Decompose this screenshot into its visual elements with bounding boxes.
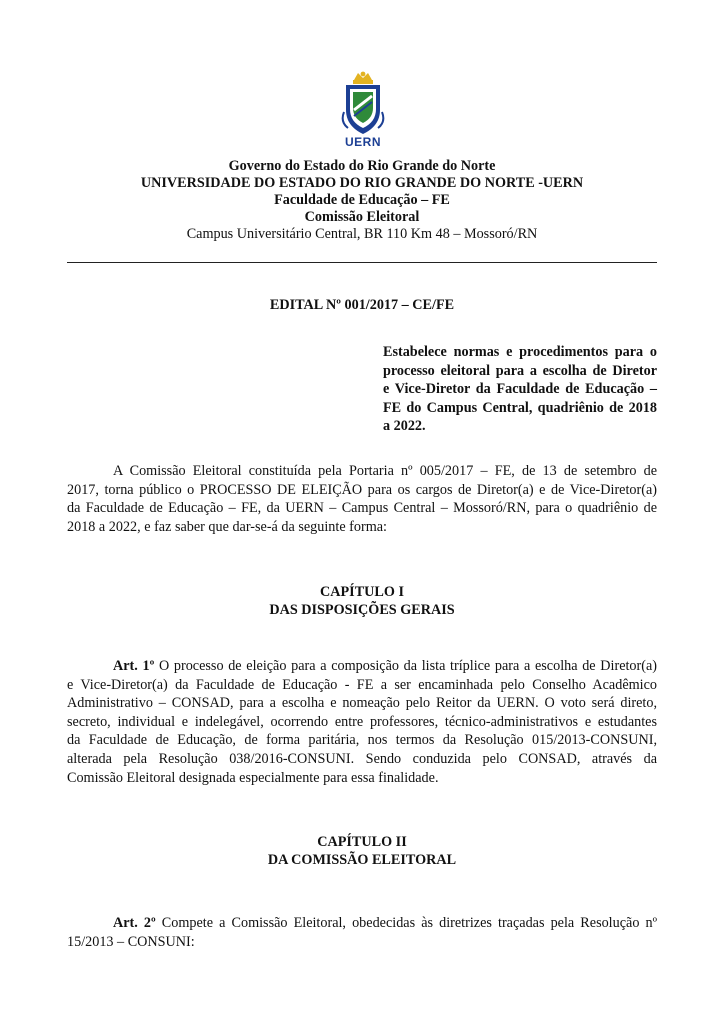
article-1 [67,657,657,787]
paragraph-line: 2018 a 2022, e faz saber que dar-se-á da seguinte forma: [67,518,387,535]
paragraph-line: 15/2013 – CONSUNI: [67,933,195,950]
paragraph-line: secreto, individual e indelegável, ocorrendo entre professores, técnico-administrativos e estudantes [67,713,657,730]
ementa-line: processo eleitoral para a escolha de Diretor [383,362,657,379]
header-government: Governo do Estado do Rio Grande do Norte [228,158,496,174]
paragraph-line [67,914,657,933]
paragraph-line: e Vice-Diretor(a) da Faculdade de Educação - FE a ser encaminhada pelo Conselho Acadêmico [67,676,657,693]
ementa-line: Estabelece normas e procedimentos para o [383,344,657,360]
ementa-line: e Vice-Diretor da Faculdade de Educação – [383,381,657,397]
header-commission: Comissão Eleitoral [304,209,420,225]
logo-text: UERN [344,135,381,149]
article-label: Art. 2º [113,915,156,931]
edital-title: EDITAL Nº 001/2017 – CE/FE [269,297,455,313]
article-text: O processo de eleição para a composição da lista tríplice para a escolha de Diretor(a) [154,658,657,674]
ementa-line: FE do Campus Central, quadriênio de 2018 [383,399,657,416]
ementa [383,343,657,436]
chapter-title: DAS DISPOSIÇÕES GERAIS [269,602,455,618]
document-header [60,158,664,243]
ementa-line: a 2022. [383,418,426,434]
paragraph-line: da Faculdade de Educação – FE, da UERN – Campus Central – Mossoró/RN, para o quadriênio de [67,500,657,517]
header-university: UNIVERSIDADE DO ESTADO DO RIO GRANDE DO NORTE -UERN [140,175,584,191]
header-divider [67,262,657,263]
article-text: Compete a Comissão Eleitoral, obedecidas às diretrizes traçadas pela Resolução nº [155,915,658,931]
intro-paragraph [67,462,657,536]
article-label: Art. 1º [113,658,155,674]
paragraph-line: Administrativo – CONSAD, para a escolha e nomeação pelo Reitor da UERN. O voto será direto, [67,695,657,712]
paragraph-line: A Comissão Eleitoral constituída pela Portaria nº 005/2017 – FE, de 13 de setembro de [113,463,657,479]
chapter-title: DA COMISSÃO ELEITORAL [267,852,457,868]
article-2 [67,914,657,951]
paragraph-line: 2017, torna público o PROCESSO DE ELEIÇÃO para os cargos de Diretor(a) e de Vice-Diretor(a) [67,481,657,498]
chapter-1-heading [60,583,664,619]
paragraph-line: Comissão Eleitoral designada especialmente para essa finalidade. [67,769,439,786]
header-faculty: Faculdade de Educação – FE [274,192,450,208]
header-address: Campus Universitário Central, BR 110 Km 48 – Mossoró/RN [186,226,538,242]
chapter-number: CAPÍTULO I [320,584,404,600]
paragraph-line [67,657,657,676]
paragraph-line: da Faculdade de Educação, de forma paritária, nos termos da Resolução 015/2013-CONSUNI, [67,732,657,749]
chapter-number: CAPÍTULO II [317,834,407,850]
chapter-2-heading [60,833,664,869]
paragraph-line: alterada pela Resolução 038/2016-CONSUNI. Sendo conduzida pelo CONSAD, através da [67,750,657,767]
